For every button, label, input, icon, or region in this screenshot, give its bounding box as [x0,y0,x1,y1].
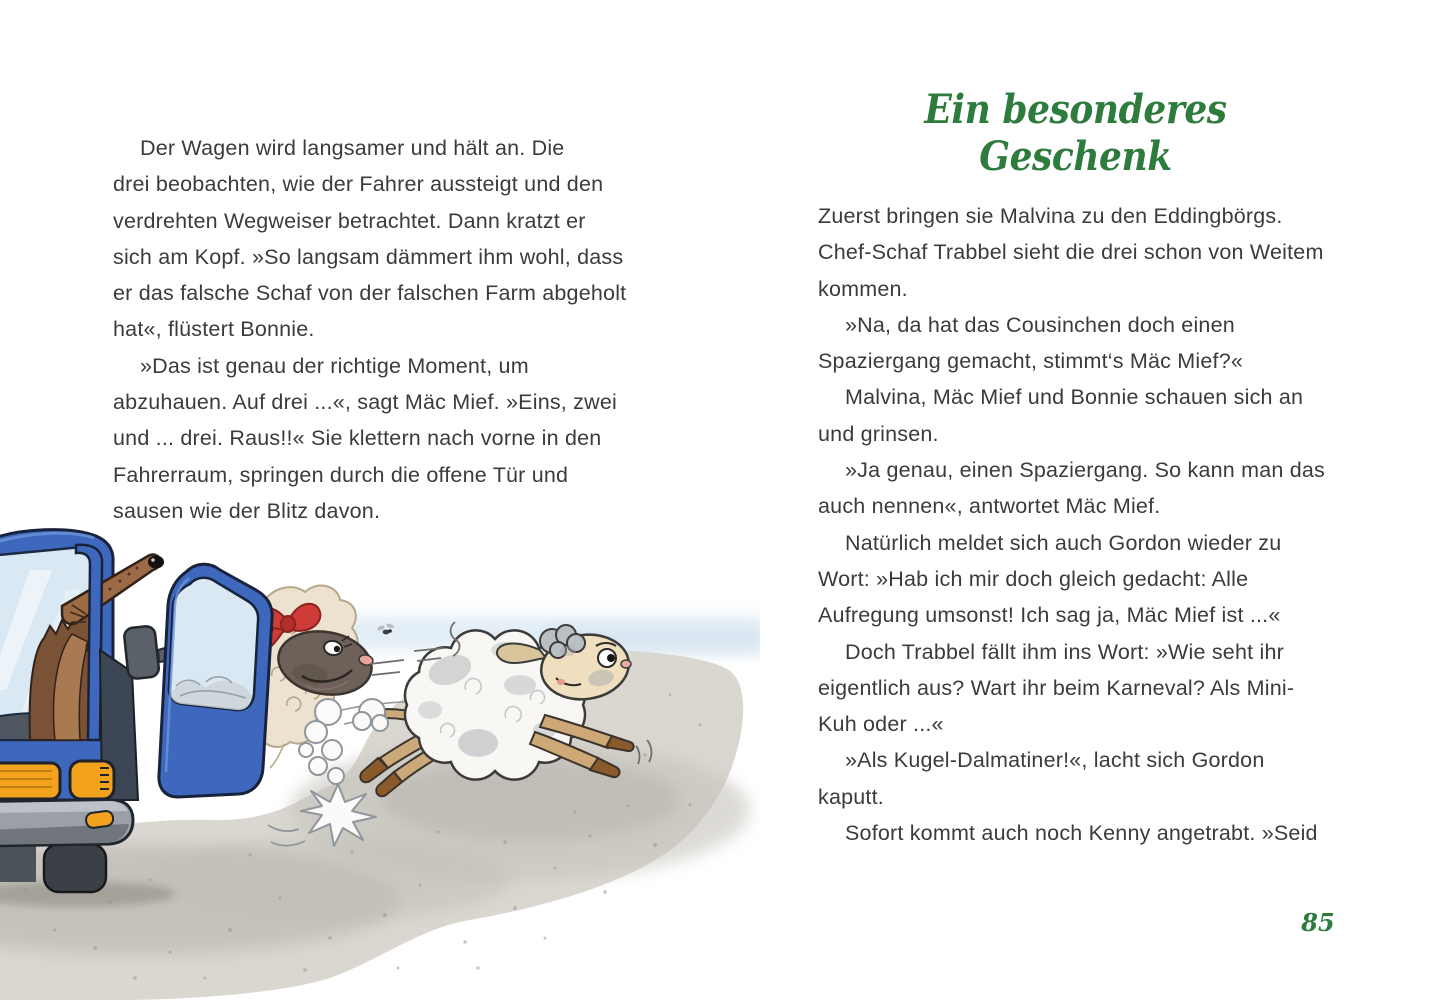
text-line: sausen wie der Blitz davon. [113,498,381,523]
text-line: »Na, da hat das Cousinchen doch einen [845,312,1235,337]
text-line: kaputt. [818,784,884,809]
truck-headlights [0,761,114,799]
text-line: abzuhauen. Auf drei ...«, sagt Mäc Mief. »Eins, zwei [113,390,617,415]
text-line: Doch Trabbel fällt ihm ins Wort: »Wie seht ihr [845,639,1284,664]
text-line: »Das ist genau der richtige Moment, um [140,353,529,378]
text-line: »Ja genau, einen Spaziergang. So kann man das [845,458,1325,483]
text-line: Fahrerraum, springen durch die offene Tür und [113,462,569,487]
sheep-nose [621,660,631,668]
text-line: »Als Kugel-Dalmatiner!«, lacht sich Gordon [845,748,1265,773]
text-line: Spaziergang gemacht, stimmt‘s Mäc Mief?« [818,349,1244,374]
text-line: Sofort kommt auch noch Kenny angetrabt. »Seid [845,821,1318,846]
open-truck-door [123,564,272,797]
page-number: 85 [1301,908,1335,937]
book-illustration [0,500,760,1000]
truck-bumper [0,800,133,846]
text-line: eigentlich aus? Wart ihr beim Karneval? Als Mini- [818,675,1295,700]
chapter-title: Ein besonderes Geschenk [924,86,1227,180]
text-line: Malvina, Mäc Mief und Bonnie schauen sich an [845,385,1304,410]
text-line: und ... drei. Raus!!« Sie klettern nach vorne in den [113,426,602,451]
text-line: Chef-Schaf Trabbel sieht die drei schon von Weitem [818,240,1324,265]
truck-tire [44,844,106,892]
text-line: Der Wagen wird langsamer und hält an. Die [140,136,565,160]
left-page-text [113,130,678,529]
text-line: und grinsen. [818,421,939,446]
text-line: kommen. [818,276,908,301]
dog-nose [148,556,164,569]
right-page-text [818,198,1338,851]
tail-puff [353,699,388,731]
text-line: Natürlich meldet sich auch Gordon wieder zu [845,530,1282,555]
text-line: drei beobachten, wie der Fahrer aussteigt und den [113,172,604,197]
text-line: verdrehten Wegweiser betrachtet. Dann kratzt er [113,208,586,233]
turn-indicator [85,810,114,829]
text-line: Aufregung umsonst! Ich sag ja, Mäc Mief ist ...« [818,603,1281,628]
text-line: er das falsche Schaf von der falschen Farm abgeholt [113,281,627,306]
text-line: Kuh oder ...« [818,712,944,737]
text-line: auch nennen«, antwortet Mäc Mief. [818,494,1161,519]
text-line: sich am Kopf. »So langsam dämmert ihm wohl, dass [113,244,624,269]
text-line: Wort: »Hab ich mir doch gleich gedacht: Alle [818,566,1249,591]
text-line: hat«, flüstert Bonnie. [113,317,315,342]
text-line: Zuerst bringen sie Malvina zu den Eddingbörgs. [818,204,1283,228]
